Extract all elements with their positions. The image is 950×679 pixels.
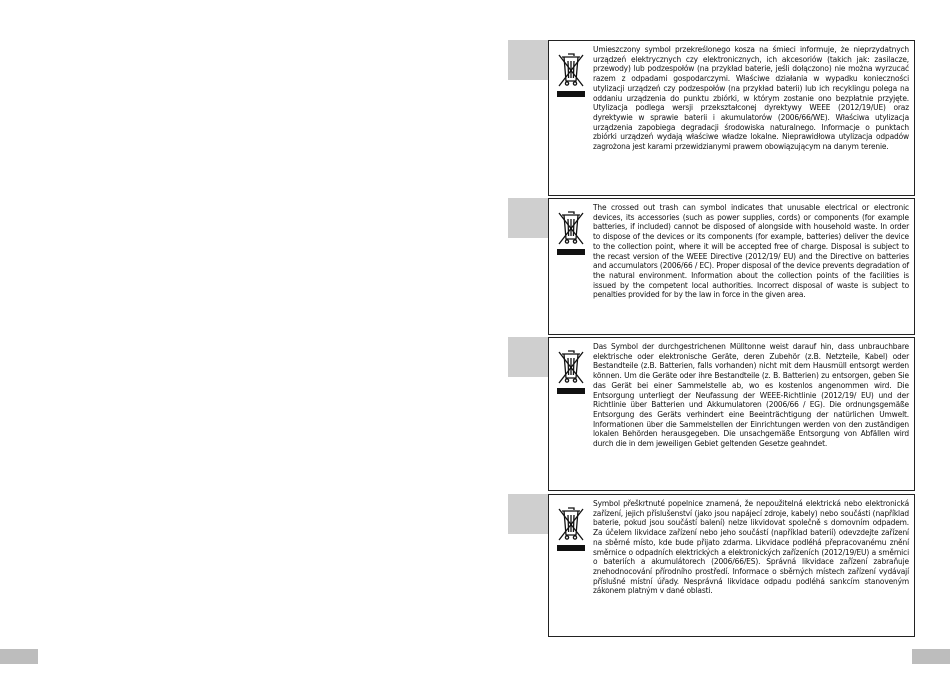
section-tab-pl — [508, 40, 548, 80]
disposal-notice-text: Symbol přeškrtnuté popelnice znamená, že nepoužitelná elektrická nebo elektronická zařízení, jejich příslušenství (jako jsou napájecí zdroje, kabely) nebo součásti (například baterie, pokud jsou součástí balení) nelze likvidovat společně s domovním odpadem. Za účelem likvidace zařízení nebo jeho součástí (například baterií) odevzdejte zařízení na sběrné místo, kde bude přijato zdarma. Likvidace podléhá přepracovanému znění směrnice o odpadních elektrických a elektronických zařízeních (2012/19/EU) a směrnici o bateriích a akumulátorech (2006/66/ES). Správná likvidace zařízení zabraňuje znehodnocování přírodního prostředí. Informace o sběrných místech zařízení vydávají příslušné místní úřady. Nesprávná likvidace odpadu podléhá sankcím stanoveným zákonem platným v dané oblasti. — [593, 498, 909, 596]
disposal-notice-text: Umieszczony symbol przekreślonego kosza na śmieci informuje, że nieprzydatnych urządzeń elektrycznych czy elektronicznych, ich akcesoriów (takich jak: zasilacze, przewody) lub podzespołów (na przykład baterie, jeśli dołączono) nie można wyrzucać razem z odpadami gospodarczymi. Właściwe działania w wypadku konieczności utylizacji urządzeń czy podzespołów (na przykład baterii) lub ich recyklingu polega na oddaniu urządzenia do punktu zbiórki, w którym zostanie ono bezpłatnie przyjęte. Utylizacja podlega wersji przekształconej dyrektywy WEEE (2012/19/UE) oraz dyrektywie w sprawie baterii i akumulatorów (2006/66/WE). Właściwa utylizacja urządzenia zapobiega degradacji środowiska naturalnego. Informacje o punktach zbiórki urządzeń wydają właściwe władze lokalne. Nieprawidłowa utylizacja odpadów zagrożona jest karami przewidzianymi prawem obowiązującym na danym terenie. — [593, 44, 909, 152]
disposal-notice-text: The crossed out trash can symbol indicates that unusable electrical or electronic devices, its accessories (such as power supplies, cords) or components (for example batteries, if included) cannot be disposed of alongside with household waste. In order to dispose of the devices or its components (for example, batteries) deliver the device to the collection point, where it will be accepted free of charge. Disposal is subject to the recast version of the WEEE Directive (2012/19/ EU) and the Directive on batteries and accumulators (2006/66 / EC). Proper disposal of the device prevents degradation of the natural environment. Information about the collection points of the facilities is issued by the competent local authorities. Incorrect disposal of waste is subject to penalties provided for by the law in force in the given area. — [593, 202, 909, 300]
crossed-out-bin-icon — [557, 348, 585, 394]
section-tab-de — [508, 337, 548, 377]
disposal-notice-cs — [548, 494, 915, 637]
disposal-notice-de — [548, 337, 915, 491]
section-tab-en — [508, 198, 548, 238]
disposal-notice-pl — [548, 40, 915, 196]
footer-bar-left — [0, 649, 38, 664]
crossed-out-bin-icon — [557, 209, 585, 255]
crossed-out-bin-icon — [557, 51, 585, 97]
disposal-notice-en — [548, 198, 915, 335]
disposal-notice-text: Das Symbol der durchgestrichenen Mülltonne weist darauf hin, dass unbrauchbare elektrische oder elektronische Geräte, deren Zubehör (z.B. Netzteile, Kabel) oder Bestandteile (z.B. Batterien, falls vorhanden) nicht mit dem Hausmüll entsorgt werden können. Um die Geräte oder ihre Bestandteile (z. B. Batterien) zu entsorgen, geben Sie das Gerät bei einer Sammelstelle ab, wo es kostenlos angenommen wird. Die Entsorgung unterliegt der Neufassung der WEEE-Richtlinie (2012/19/ EU) und der Richtlinie über Batterien und Akkumulatoren (2006/66 / EG). Die ordnungsgemäße Entsorgung des Geräts verhindert eine Beeinträchtigung der natürlichen Umwelt. Informationen über die Sammelstellen der Einrichtungen werden von den zuständigen lokalen Behörden herausgegeben. Die unsachgemäße Entsorgung von Abfällen wird durch die in dem jeweiligen Gebiet geltenden Gesetze geahndet. — [593, 341, 909, 449]
footer-bar-right — [912, 649, 950, 664]
section-tab-cs — [508, 494, 548, 534]
crossed-out-bin-icon — [557, 505, 585, 551]
